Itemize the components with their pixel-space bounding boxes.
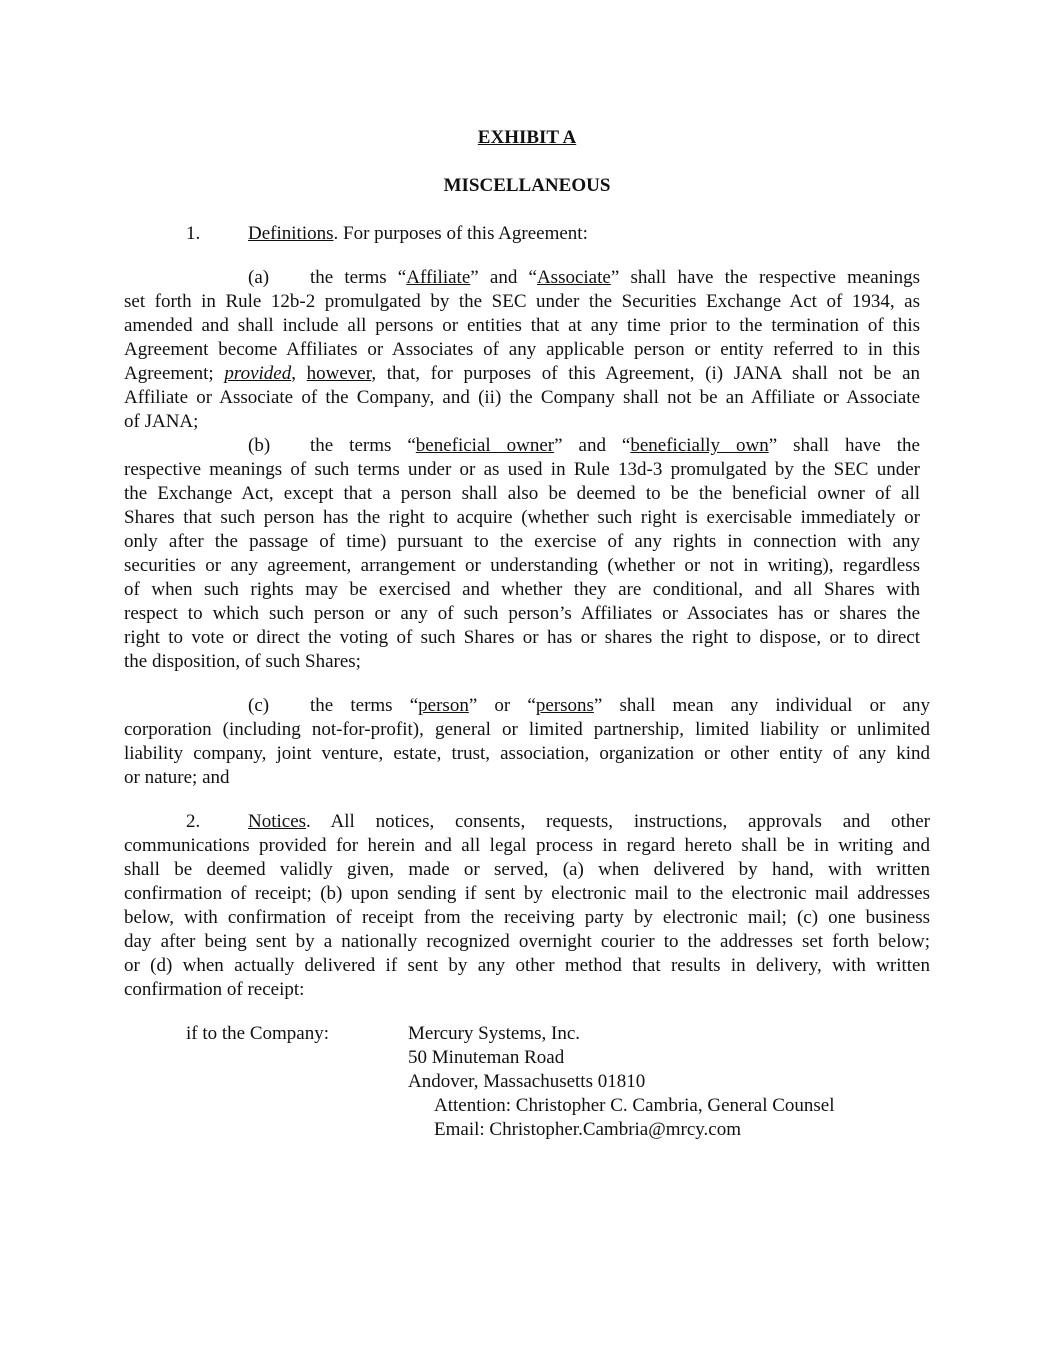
section-2-line-6: day after being sent by a nationally recognized overnight courier to the addresses set forth below; [124, 931, 930, 952]
clause-c-line-2: corporation (including not-for-profit), general or limited partnership, limited liability or unlimited [124, 719, 930, 740]
clause-b-line-10: the disposition, of such Shares; [124, 651, 361, 672]
term-persons: persons [535, 695, 594, 716]
section-1-intro [248, 222, 588, 246]
address-email: Email: Christopher.Cambria@mrcy.com [434, 1119, 742, 1140]
clause-b-line-6: securities or any agreement, arrangement or understanding (whether or not in writing), regardless [124, 555, 920, 576]
clause-b-line-3: the Exchange Act, except that a person shall also be deemed to be the beneficial owner of all [124, 483, 920, 504]
clause-c-line-1: the terms “person” or “persons” shall mean any individual or any [310, 695, 930, 716]
clause-b-line-1: the terms “beneficial owner” and “beneficially own” shall have the [310, 435, 920, 456]
section-2-line-7: or (d) when actually delivered if sent by any other method that results in delivery, with written [124, 955, 930, 976]
clause-b-line-2: respective meanings of such terms under or as used in Rule 13d-3 promulgated by the SEC under [124, 459, 920, 480]
address-attention: Attention: Christopher C. Cambria, General Counsel [434, 1095, 835, 1116]
section-1-lead: . For purposes of this Agreement: [333, 223, 588, 244]
clause-b-line-8: respect to which such person or any of such person’s Affiliates or Associates has or shares the [124, 603, 920, 624]
section-2-heading: Notices [248, 811, 307, 832]
section-2-line-5: below, with confirmation of receipt from the receiving party by electronic mail; (c) one business [124, 907, 930, 928]
clause-a-line-5: Agreement; provided, however, that, for purposes of this Agreement, (i) JANA shall not be an [124, 363, 921, 384]
section-2-line-4: confirmation of receipt; (b) upon sending if sent by electronic mail to the electronic mail addresses [124, 883, 930, 904]
section-2-line-1: Notices. All notices, consents, requests, instructions, approvals and other [248, 811, 930, 832]
address-label: if to the Company: [186, 1023, 330, 1044]
section-2-line-2: communications provided for herein and all legal process in regard hereto shall be in writing and [124, 835, 930, 856]
clause-b-line-5: only after the passage of time) pursuant to the exercise of any rights in connection with any [124, 531, 920, 552]
section-2-line-8: confirmation of receipt: [124, 979, 305, 1000]
term-however: however [306, 363, 372, 384]
clause-c-marker: (c) [248, 695, 270, 716]
clause-a-line-4: Agreement become Affiliates or Associates of any applicable person or entity referred to in this [124, 339, 920, 360]
clause-b-line-4: Shares that such person has the right to acquire (whether such right is exercisable immediately or [124, 507, 920, 528]
exhibit-title: EXHIBIT A [477, 127, 577, 148]
term-person: person [418, 695, 469, 716]
clause-c-line-3: liability company, joint venture, estate, trust, association, organization or other entity of any kind [124, 743, 930, 764]
section-1-heading: Definitions [248, 223, 334, 244]
section-2-number: 2. [186, 811, 201, 832]
section-2-line-3: shall be deemed validly given, made or served, (a) when delivered by hand, with written [124, 859, 930, 880]
address-street: 50 Minuteman Road [408, 1047, 565, 1068]
term-affiliate: Affiliate [406, 267, 471, 288]
term-beneficial-owner: beneficial owner [415, 435, 555, 456]
clause-b-marker: (b) [248, 435, 271, 456]
clause-a-line-7: of JANA; [124, 411, 199, 432]
term-associate: Associate [536, 267, 611, 288]
clause-b-line-9: right to vote or direct the voting of such Shares or has or shares the right to dispose, or to direct [124, 627, 920, 648]
clause-b-line-7: of when such rights may be exercised and whether they are conditional, and all Shares with [124, 579, 920, 600]
clause-a-line-1: the terms “Affiliate” and “Associate” shall have the respective meanings [310, 267, 920, 288]
clause-a-line-3: amended and shall include all persons or entities that at any time prior to the termination of this [124, 315, 920, 336]
term-provided: provided [224, 363, 292, 384]
address-city: Andover, Massachusetts 01810 [408, 1071, 646, 1092]
clause-a-line-2: set forth in Rule 12b-2 promulgated by the SEC under the Securities Exchange Act of 1934, as [124, 291, 920, 312]
clause-a-marker: (a) [248, 267, 270, 288]
clause-c-line-4: or nature; and [124, 767, 230, 788]
address-company: Mercury Systems, Inc. [408, 1023, 581, 1044]
clause-a-line-6: Affiliate or Associate of the Company, and (ii) the Company shall not be an Affiliate or Associate [124, 387, 920, 408]
term-beneficially-own: beneficially own [630, 435, 769, 456]
section-1-number: 1. [186, 223, 201, 244]
section-title: MISCELLANEOUS [443, 175, 611, 196]
